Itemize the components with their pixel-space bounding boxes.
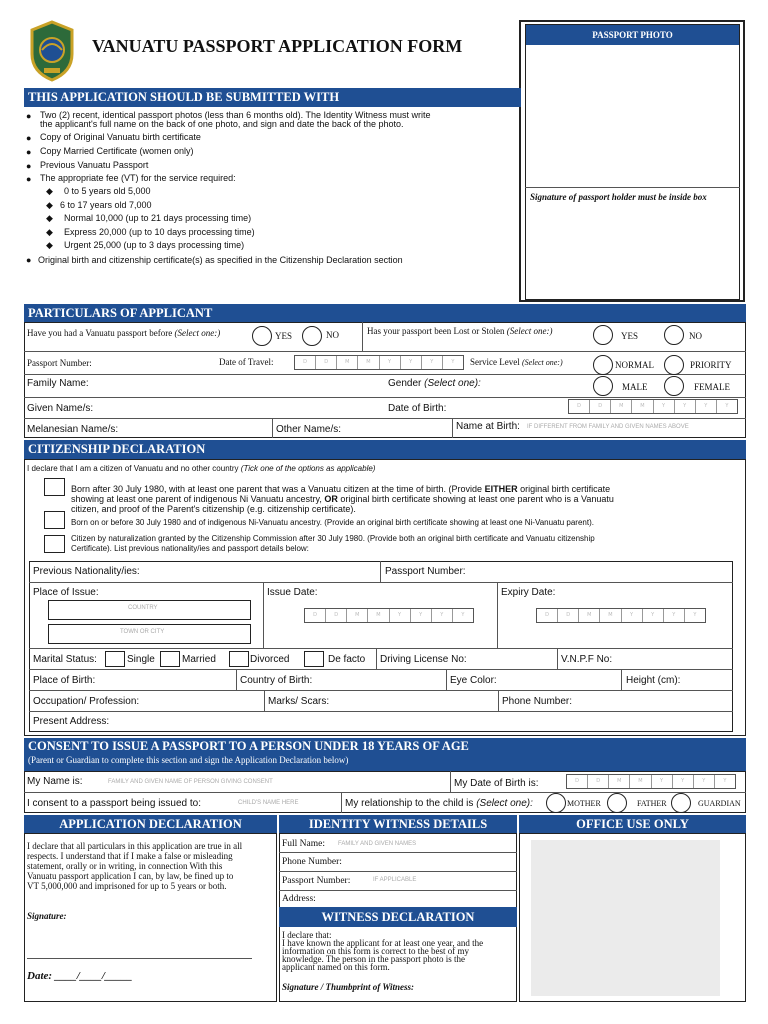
passport-photo-box[interactable] — [525, 24, 740, 300]
citizenship-header: CITIZENSHIP DECLARATION — [24, 440, 746, 459]
witness-declaration-header: WITNESS DECLARATION — [279, 907, 517, 927]
witness-declaration-text: I declare that: — [282, 930, 332, 940]
relationship-guardian-radio[interactable] — [671, 793, 691, 813]
witness-details-header: IDENTITY WITNESS DETAILS — [279, 815, 517, 833]
submit-item-certificates: Original birth and citizenship certificate(s) as specified in the Citizenship Declaration section — [38, 255, 403, 265]
passport-photo-header: PASSPORT PHOTO — [526, 25, 739, 45]
relationship-father-radio[interactable] — [607, 793, 627, 813]
photo-signature-note: Signature of passport holder must be inside box — [530, 192, 707, 202]
submit-item-birth: Copy of Original Vanuatu birth certificate — [40, 132, 201, 142]
declaration-signature-label: Signature: — [27, 911, 67, 921]
submit-section-header: THIS APPLICATION SHOULD BE SUBMITTED WITH — [24, 88, 521, 107]
citizenship-option-2-checkbox[interactable] — [44, 511, 65, 529]
relationship-label: My relationship to the child is (Select one): — [345, 798, 533, 809]
had-passport-label: Have you had a Vanuatu passport before (Select one:) — [27, 328, 221, 338]
lost-yes-radio[interactable] — [593, 325, 613, 345]
declaration-header: APPLICATION DECLARATION — [24, 815, 277, 833]
fee-item: 6 to 17 years old 7,000 — [60, 200, 152, 210]
gender-female-radio[interactable] — [664, 376, 684, 396]
office-use-header: OFFICE USE ONLY — [519, 815, 746, 833]
citizenship-option-3: Citizen by naturalization granted by the Citizenship Commission after 30 July 1980. (Provide both an original birth certificate and Vanuatu citizenship — [71, 534, 595, 543]
fee-item: 0 to 5 years old 5,000 — [64, 186, 151, 196]
citizenship-option-3-checkbox[interactable] — [44, 535, 65, 553]
had-passport-yes-radio[interactable] — [252, 326, 272, 346]
fee-item: Urgent 25,000 (up to 3 days processing time) — [64, 240, 245, 250]
consent-header: CONSENT TO ISSUE A PASSPORT TO A PERSON UNDER 18 YEARS OF AGE — [28, 739, 469, 753]
citizenship-option-2: Born on or before 30 July 1980 and of indigenous Ni-Vanuatu ancestry. (Provide an original birth certificate showing at least one Ni-Vanuatu parent). — [71, 518, 594, 527]
gender-label: Gender (Select one): — [388, 378, 481, 389]
gender-male-radio[interactable] — [593, 376, 613, 396]
submit-item-married: Copy Married Certificate (women only) — [40, 146, 194, 156]
expiry-date-boxes[interactable]: D D M M Y Y Y Y — [536, 608, 706, 623]
particulars-header: PARTICULARS OF APPLICANT — [24, 304, 746, 322]
declaration-text: I declare that all particulars in this application are true in all — [27, 841, 243, 851]
witness-signature-label: Signature / Thumbprint of Witness: — [282, 982, 415, 992]
had-passport-no-radio[interactable] — [302, 326, 322, 346]
citizenship-intro: I declare that I am a citizen of Vanuatu and no other country (Tick one of the options as applicable) — [27, 464, 376, 473]
form-title: VANUATU PASSPORT APPLICATION FORM — [92, 36, 463, 56]
lost-no-radio[interactable] — [664, 325, 684, 345]
lost-stolen-label: Has your passport been Lost or Stolen (Select one:) — [367, 326, 553, 336]
date-of-travel-boxes[interactable]: D D M M Y Y Y Y — [294, 355, 464, 370]
dob-boxes[interactable]: D D M M Y Y Y Y — [568, 399, 738, 414]
marital-divorced-checkbox[interactable] — [229, 651, 249, 667]
fee-item: Express 20,000 (up to 10 days processing time) — [64, 227, 255, 237]
relationship-mother-radio[interactable] — [546, 793, 566, 813]
marital-defacto-checkbox[interactable] — [304, 651, 324, 667]
submit-item-fee: The appropriate fee (VT) for the service required: — [40, 173, 236, 183]
service-priority-radio[interactable] — [664, 355, 684, 375]
vanuatu-crest-logo — [28, 20, 76, 82]
fee-item: Normal 10,000 (up to 21 days processing time) — [64, 213, 252, 223]
service-level-label: Service Level (Select one:) — [470, 357, 563, 367]
issue-date-boxes[interactable]: D D M M Y Y Y Y — [304, 608, 474, 623]
citizenship-option-1: Born after 30 July 1980, with at least one parent that was a Vanuatu citizen at the time of birth. (Provide EITHER original birth certificate — [71, 484, 611, 494]
consent-dob-boxes[interactable]: D D M M Y Y Y Y — [566, 774, 736, 789]
marital-married-checkbox[interactable] — [160, 651, 180, 667]
declaration-date-label: Date: ____/____/_____ — [27, 970, 133, 982]
service-normal-radio[interactable] — [593, 355, 613, 375]
citizenship-option-1-checkbox[interactable] — [44, 478, 65, 496]
submit-item-passport: Previous Vanuatu Passport — [40, 160, 149, 170]
submit-item-photos: Two (2) recent, identical passport photos (less than 6 months old). The Identity Witness must write — [40, 110, 431, 120]
marital-single-checkbox[interactable] — [105, 651, 125, 667]
